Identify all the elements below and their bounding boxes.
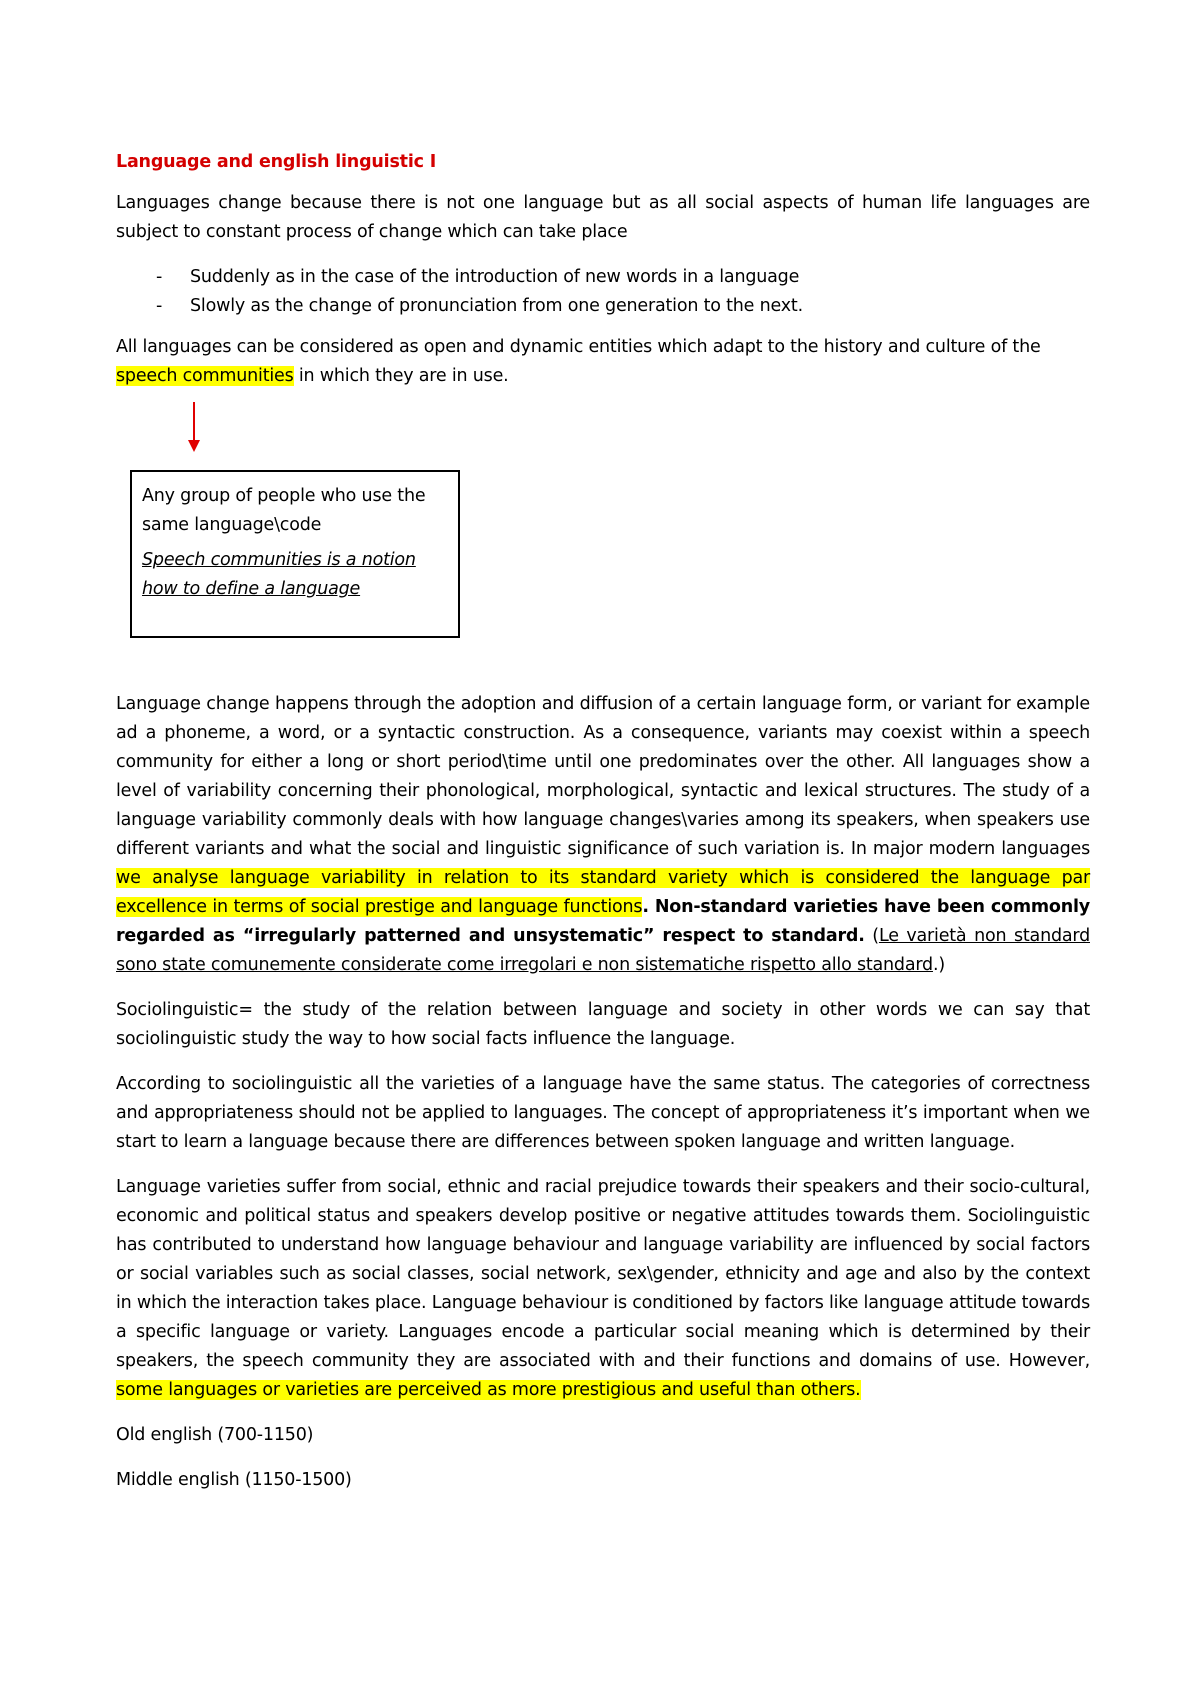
paragraph-text: .) (932, 955, 945, 975)
sociolinguistic-definition: Sociolinguistic= the study of the relation between language and society in other words we can say that sociolinguistic study the way to how social facts influence the language. (116, 1000, 1090, 1049)
highlighted-term: speech communities (116, 366, 294, 386)
list-item: - Slowly as the change of pronunciation from one generation to the next. (116, 292, 1090, 321)
document-title: Language and english linguistic I (116, 152, 437, 172)
list-item: - Suddenly as in the case of the introduction of new words in a language (116, 263, 1090, 292)
arrow-down-icon (188, 402, 200, 452)
change-types-list (116, 263, 1090, 321)
varieties-status-paragraph: According to sociolinguistic all the varieties of a language have the same status. The categories of correctness and appropriateness should not be applied to languages. The concept of appropriateness it’s important when we start to learn a language because there are differences between spoken language and written language. (116, 1074, 1090, 1152)
definition-box (130, 470, 460, 638)
language-change-paragraph (116, 690, 1090, 980)
definition-text: Any group of people who use the same language\code (142, 486, 426, 535)
paragraph-text: All languages can be considered as open and dynamic entities which adapt to the history and culture of the (116, 337, 1041, 357)
upper-content (116, 148, 1090, 407)
underlined-translation: Le varietà non standard sono state comunemente considerate come irregolari e non sistematiche rispetto allo standard (116, 926, 1090, 975)
bold-text: . Non-standard varieties have been commonly regarded as “irregularly patterned and unsystematic” respect to standard. (116, 897, 1091, 946)
period-old-english: Old english (700-1150) (116, 1425, 314, 1445)
paragraph-text: ( (864, 926, 879, 946)
paragraph-text: Language change happens through the adoption and diffusion of a certain language form, or variant for example ad a phoneme, a word, or a syntactic construction. As a consequence, variants may coexist within a speech community for either a long or short period\time until one predominates over the other. All languages show a level of variability concerning their phonological, morphological, syntactic and lexical structures. The study of a language variability commonly deals with how language changes\varies among its speakers, when speakers use different variants and what the social and linguistic significance of such variation is. In major modern languages (116, 694, 1090, 859)
period-middle-english: Middle english (1150-1500) (116, 1470, 352, 1490)
prejudice-paragraph (116, 1173, 1090, 1405)
highlighted-text: some languages or varieties are perceived as more prestigious and useful than others. (116, 1380, 861, 1400)
paragraph-text: Language varieties suffer from social, ethnic and racial prejudice towards their speakers and their socio-cultural, economic and political status and speakers develop positive or negative attitudes towards them. Sociolinguistic has contributed to understand how language behaviour and language variability are influenced by social factors or social variables such as social classes, social network, sex\gender, ethnicity and age and also by the context in which the interaction takes place. Language behaviour is conditioned by factors like language attitude towards a specific language or variety. Languages encode a particular social meaning which is determined by their speakers, the speech community they are associated with and their functions and domains of use. However, (116, 1177, 1090, 1371)
paragraph-text: in which they are in use. (293, 366, 509, 386)
lower-content (116, 690, 1090, 1511)
intro-paragraph: Languages change because there is not one language but as all social aspects of human life languages are subject to constant process of change which can take place (116, 193, 1090, 242)
highlighted-text: we analyse language variability in relation to its standard variety which is considered the language par excellence in terms of social prestige and language functions (116, 868, 1090, 917)
definition-note: Speech communities is a notion how to define a language (142, 550, 416, 599)
speech-communities-paragraph (116, 333, 1090, 391)
